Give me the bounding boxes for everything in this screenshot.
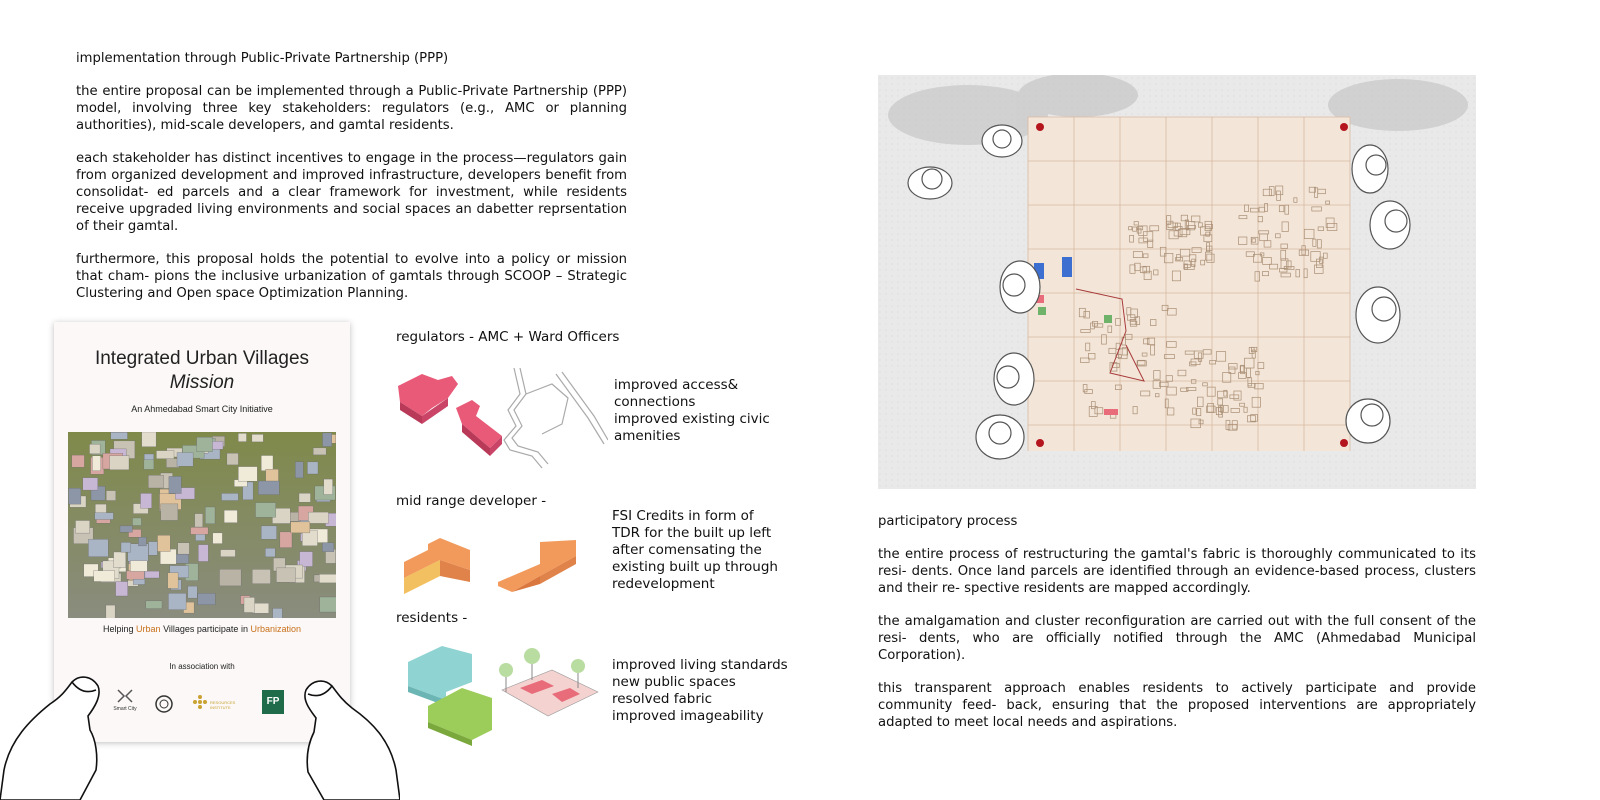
section-heading-ppp: implementation through Public-Private Partnership (PPP) (76, 51, 449, 66)
fp-logo: FP (262, 690, 284, 714)
regulators-benefits (614, 377, 770, 445)
tagline-text-1: Helping (103, 624, 137, 634)
booklet-title-line2: Mission (169, 372, 235, 393)
public-space-illustration (499, 648, 598, 716)
developer-benefits (612, 508, 778, 593)
booklet-title-line1: Integrated Urban Villages (94, 348, 310, 369)
regulator-block-1 (398, 374, 458, 424)
participatory-text-block (878, 546, 1476, 747)
residents-diagram (402, 636, 602, 746)
benefit-item: connections (614, 394, 696, 410)
hands-illustration (0, 660, 400, 800)
benefit-item: amenities (614, 428, 681, 444)
benefit-item: resolved fabric (612, 691, 713, 707)
benefit-item: TDR for the built up left (612, 525, 772, 541)
regulator-block-2 (456, 400, 502, 456)
smart-city-label: Smart City (113, 706, 137, 712)
tagline-text-2: Villages participate in (160, 624, 251, 634)
ppp-paragraph-3: furthermore, this proposal holds the potential to evolve into a policy or mission that cham- pions the inclusive urbanization of gamtals through SCOOP – Strategic Clustering and Open space Optimization Planning. (76, 252, 627, 301)
booklet-tagline (54, 624, 350, 634)
benefit-item: new public spaces (612, 674, 736, 690)
aerial-city-image (68, 432, 336, 618)
tagline-accent-urbanization: Urbanization (250, 624, 301, 634)
developer-block-1 (404, 538, 470, 594)
residents-benefits (612, 657, 788, 725)
ppp-paragraph-1: the entire proposal can be implemented through a Public-Private Partnership (PPP) model, involving three key stakeholders: regulators (e.g., AMC or planning authorities), mid-scale developers, and gamtal residents. (76, 84, 627, 133)
stakeholder-label-residents: residents - (396, 610, 468, 626)
benefit-item: FSI Credits in form of (612, 508, 754, 524)
participatory-paragraph-3: this transparent approach enables residents to actively participate and provide community feed- back, ensuring that the proposed interventions are appropriately adapted to meet local needs and aspirations. (878, 681, 1476, 730)
participatory-workshop-illustration (878, 75, 1476, 489)
ppp-paragraph-2: each stakeholder has distinct incentives to engage in the process—regulators gain from organized development and improved infrastructure, developers benefit from consolidat- ed parcels and a clear framework for investment, while residents receive upgraded living environments and social spaces an dabetter reprsentation of their gamtal. (76, 151, 627, 234)
ppp-text-block (76, 83, 627, 318)
benefit-item: redevelopment (612, 576, 715, 592)
participatory-paragraph-2: the amalgamation and cluster reconfiguration are carried out with the full consent of the resi- dents, who are officially notified through the AMC (Ahmedabad Municipal Corporation). (878, 614, 1476, 663)
section-heading-participatory: participatory process (878, 514, 1018, 529)
participatory-paragraph-1: the entire process of restructuring the gamtal's fabric is thoroughly communicated to its resi- dents. Once land parcels are identified through an evidence-based process, clusters and their re- spective residents are mapped accordingly. (878, 547, 1476, 596)
booklet-association: In association with (169, 662, 235, 671)
benefit-item: after comensating the (612, 542, 762, 558)
street-outline (504, 368, 608, 468)
benefit-item: existing built up through (612, 559, 778, 575)
developer-block-2 (498, 540, 576, 592)
stakeholder-label-regulators: regulators - AMC + Ward Officers (396, 329, 620, 345)
tagline-accent-urban: Urban (136, 624, 161, 634)
developer-diagram (400, 520, 590, 604)
booklet-subtitle: An Ahmedabad Smart City Initiative (131, 404, 273, 414)
benefit-item: improved access& (614, 377, 739, 393)
benefit-item: improved existing civic (614, 411, 770, 427)
regulators-diagram (392, 364, 608, 474)
site-map-sheet (1028, 117, 1350, 451)
benefit-item: improved living standards (612, 657, 788, 673)
institute-label: RESOURCES INSTITUTE (210, 700, 236, 710)
stakeholder-label-developer: mid range developer - (396, 493, 547, 509)
benefit-item: improved imageability (612, 708, 764, 724)
